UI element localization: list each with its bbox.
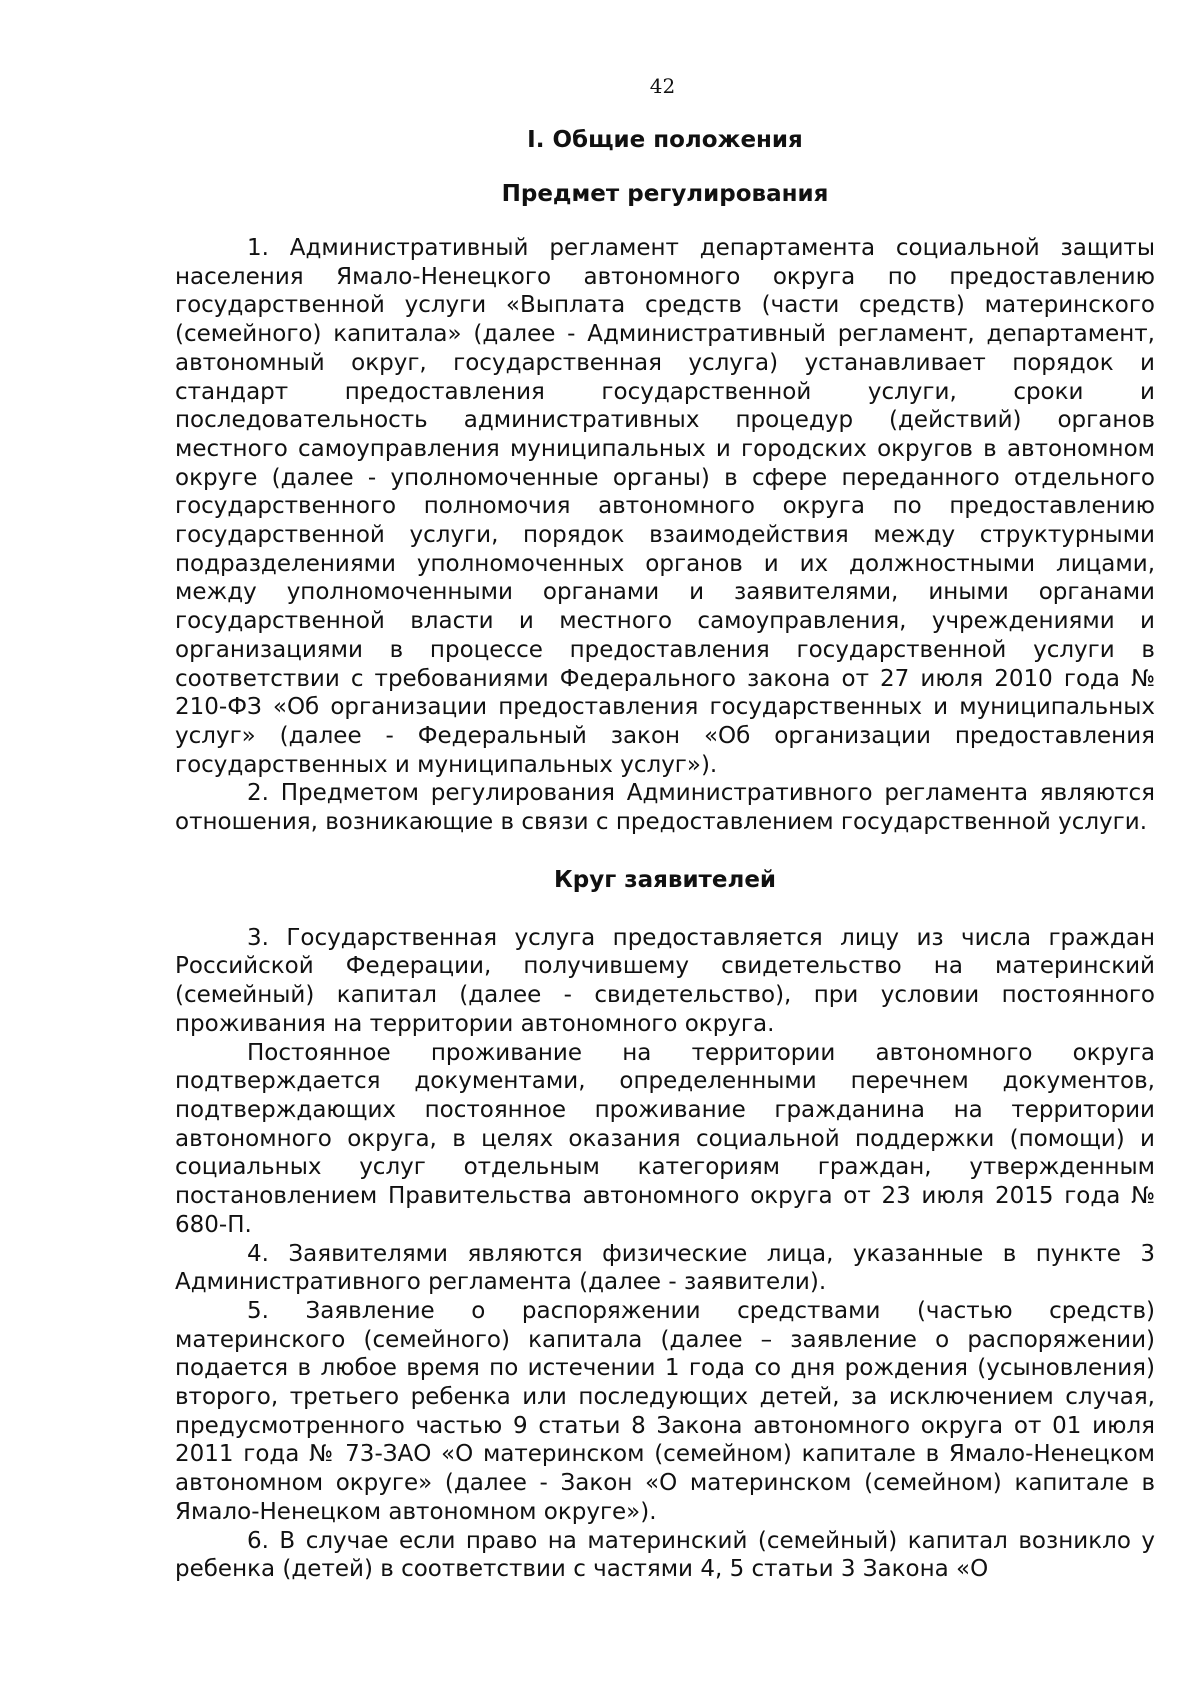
subsection-heading-applicants: Круг заявителей (553, 866, 777, 893)
subsection-heading-subject: Предмет регулирования (501, 181, 829, 207)
paragraph-2: 2. Предметом регулирования Административного регламента являются отношения, возникающие в связи с предоставлением государственной услуги. (175, 780, 1155, 836)
section-title: I. Общие положения (527, 127, 803, 153)
paragraph-5: 5. Заявление о распоряжении средствами (частью средств) материнского (семейного) капитала (далее – заявление о распоряжении) подается в любое время по истечении 1 года со дня рождения (усыновления) второго, третьего ребенка или последующих детей, за исключением случая, предусмотренного частью 9 статьи 8 Закона автономного округа от 01 июля 2011 года № 73-ЗАО «О материнском (семейном) капитале в Ямало-Ненецком автономном округе» (далее - Закон «О материнском (семейном) капитале в Ямало-Ненецком автономном округе»). (175, 1297, 1155, 1525)
paragraph-1: 1. Административный регламент департамента социальной защиты населения Ямало-Ненецкого автономного округа по предоставлению государственной услуги «Выплата средств (части средств) материнского (семейного) капитала» (далее - Административный регламент, департамент, автономный округ, государственная услуга) устанавливает порядок и стандарт предоставления государственной услуги, сроки и последовательность административных процедур (действий) органов местного самоуправления муниципальных и городских округов в автономном округе (далее - уполномоченные органы) в сфере переданного отдельного государственного полномочия автономного округа по предоставлению государственной услуги, порядок взаимодействия между структурными подразделениями уполномоченных органов и их должностными лицами, между уполномоченными органами и заявителями, иными органами государственной власти и местного самоуправления, учреждениями и организациями в процессе предоставления государственной услуги в соответствии с требованиями Федерального закона от 27 июля 2010 года № 210-ФЗ «Об организации предоставления государственных и муниципальных услуг» (далее - Федеральный закон «Об организации предоставления государственных и муниципальных услуг»). (175, 235, 1155, 778)
document-body (175, 126, 1155, 1584)
paragraph-6: 6. В случае если право на материнский (семейный) капитал возникло у ребенка (детей) в соответствии с частями 4, 5 статьи 3 Закона «О (175, 1527, 1155, 1583)
paragraph-4: 4. Заявителями являются физические лица, указанные в пункте 3 Административного регламента (далее - заявители). (175, 1240, 1155, 1296)
page-number: 42 (649, 74, 676, 98)
paragraph-3-residence: Постоянное проживание на территории автономного округа подтверждается документами, определенными перечнем документов, подтверждающих постоянное проживание гражданина на территории автономного округа, в целях оказания социальной поддержки (помощи) и социальных услуг отдельным категориям граждан, утвержденным постановлением Правительства автономного округа от 23 июля 2015 года № 680-П. (175, 1039, 1155, 1238)
paragraph-3: 3. Государственная услуга предоставляется лицу из числа граждан Российской Федерации, получившему свидетельство на материнский (семейный) капитал (далее - свидетельство), при условии постоянного проживания на территории автономного округа. (175, 924, 1155, 1037)
